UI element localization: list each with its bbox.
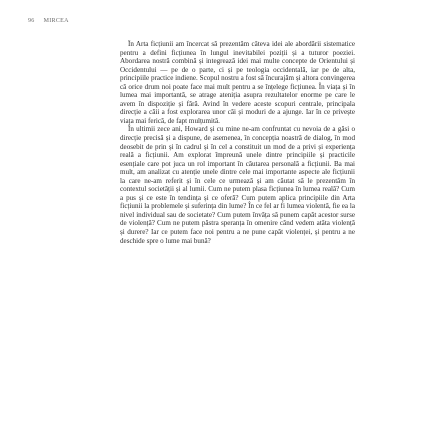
running-title: MIRCEA	[43, 18, 69, 24]
page-header	[28, 18, 69, 24]
paragraph: În ultimii zece ani, Howard și cu mine ne-am confruntat cu nevoia de a găsi o direcție precisă și a dispune, de asemenea, în concepția noastră de dialog, în mod deosebit de prin și în cadrul și în cel a constituit un mod de a privi și experiența reală a ficțiunii. Am explorat împreună unele dintre principiile și practicile esențiale care pot juca un rol important în căutarea personală a ficțiunii. Ba mai mult, am analizat cu atenție unele dintre cele mai importante aspecte ale ficțiunii la care ne-am referit și în cele ce urmează și am căutat să le prezentăm în contextul societății și al lumii. Cum ne putem plasa ficțiunea în lumea reală? Cum a pus și ce este în tendința și ce oferă? Cum putem aplica principiile din Arta ficțiunii la problemele și suferința din lume? În ce fel ar fi lumea violentă, fie ea la nivel individual sau de societate? Cum putem învăța să punem capăt acestor surse de violență? Cum ne putem păstra speranța în omenire când vedem atâta violență și durere? Iar ce putem face noi pentru a ne pune capăt violenței, și pentru a ne deschide spre o lume mai bună?	[120, 125, 355, 245]
body-text	[120, 40, 355, 432]
page-number: 96	[28, 18, 35, 24]
paragraph: În Arta ficțiunii am încercat să prezentăm câteva idei ale abordării sistematice pentru a defini ficțiunea în lungul inevitabilei poziții și a tuturor poeziei. Abordarea nostră combină și integrează idei mai multe concepte de Orientului și Occidentului — pe de o parte, ci și pe teologia occidentală, iar pe de alta, principiile practice indiene. Scopul nostru a fost să încurajăm și altora convingerea că orice drum noi poate face mai mult pentru a se înțelege ficțiunea. În viața și în lumea mai importantă, se atrage ateniția asupra rezultatelor enorme pe care le avem în dispoziție și fără. Avind în vedere aceste scopuri centrale, principala direcție a căii a fost explorarea unor căi și moduri de a ajunge. Iar în ce privește viața mai ferică, de fapt mulțumită.	[120, 40, 355, 125]
